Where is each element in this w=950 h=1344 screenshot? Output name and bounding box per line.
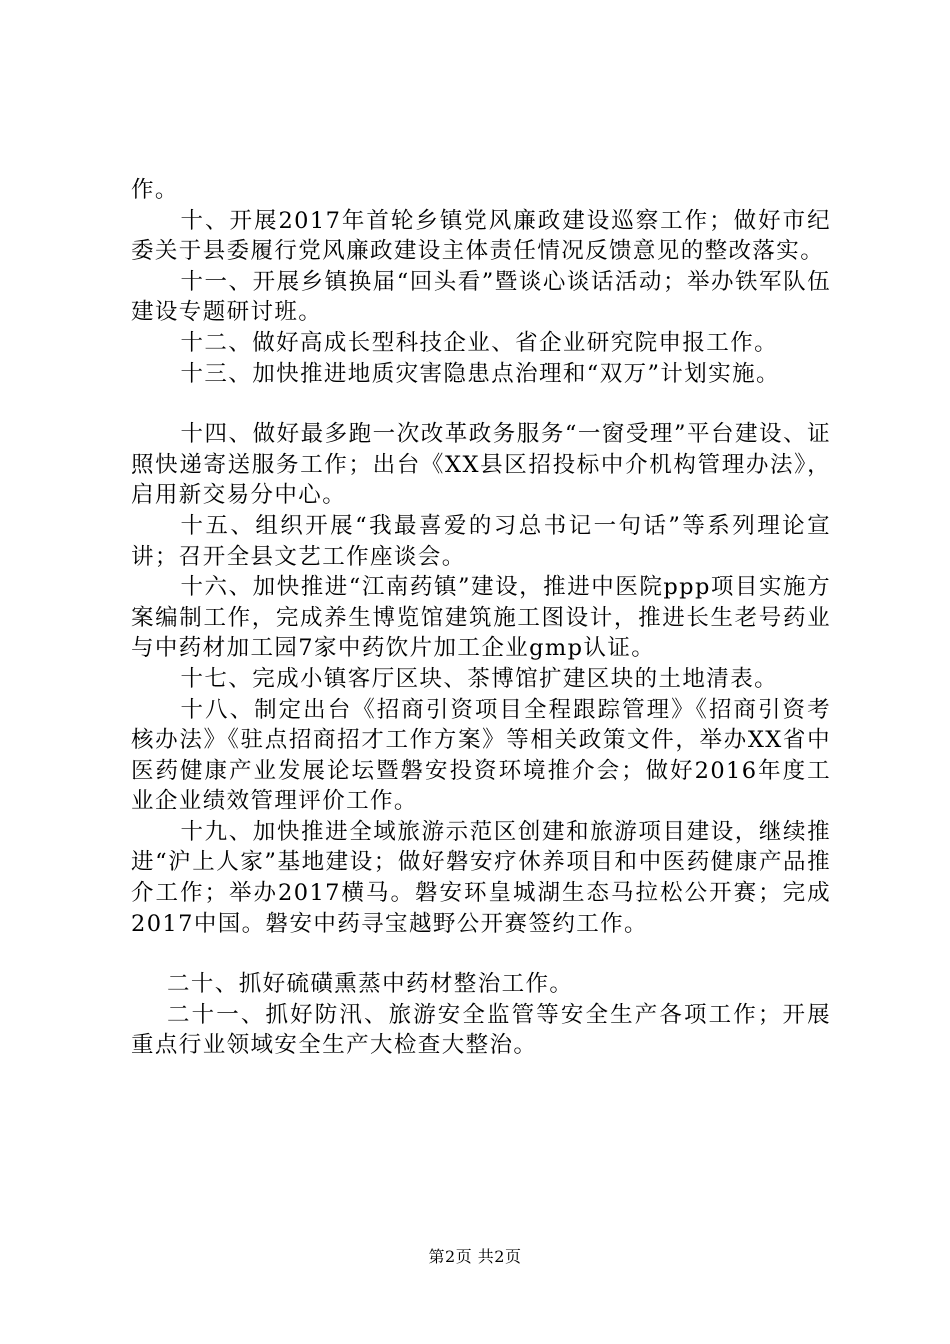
paragraph-item-13: 十三、加快推进地质灾害隐患点治理和“双万”计划实施。: [180, 360, 780, 387]
paragraph-item-10: 十、开展2017年首轮乡镇党风廉政建设巡察工作；做好市纪委关于县委履行党风廉政建设主体责任情况反馈意见的整改落实。: [131, 207, 831, 265]
paragraph-item-17: 十七、完成小镇客厅区块、茶博馆扩建区块的土地清表。: [180, 665, 779, 692]
paragraph-item-15: 十五、组织开展“我最喜爱的习总书记一句话”等系列理论宣讲；召开全县文艺工作座谈会。: [131, 512, 831, 570]
paragraph-item-19: 十九、加快推进全域旅游示范区创建和旅游项目建设，继续推进“沪上人家”基地建设；做好磐安疗休养项目和中医药健康产品推介工作；举办2017横马。磐安环皇城湖生态马拉松公开赛；完成2017中国。磐安中药寻宝越野公开赛签约工作。: [131, 818, 831, 937]
paragraph-item-14: 十四、做好最多跑一次改革政务服务“一窗受理”平台建设、证照快递寄送服务工作；出台《XX县区招投标中介机构管理办法》，启用新交易分中心。: [131, 421, 831, 509]
paragraph-item-21: 二十一、抓好防汛、旅游安全监管等安全生产各项工作；开展重点行业领域安全生产大检查大整治。: [131, 1001, 831, 1059]
paragraph-continuation: 作。: [131, 177, 179, 203]
paragraph-item-16: 十六、加快推进“江南药镇”建设，推进中医院ppp项目实施方案编制工作，完成养生博览馆建筑施工图设计，推进长生老号药业与中药材加工园7家中药饮片加工企业gmp认证。: [131, 574, 831, 662]
document-body: [131, 175, 831, 1061]
paragraph-item-18: 十八、制定出台《招商引资项目全程跟踪管理》《招商引资考核办法》《驻点招商招才工作方案》等相关政策文件，举办XX省中医药健康产业发展论坛暨磐安投资环境推介会；做好2016年度工业企业绩效管理评价工作。: [131, 696, 831, 815]
paragraph-item-20: 二十、抓好硫磺熏蒸中药材整治工作。: [167, 971, 574, 998]
page-number-footer: 第2页 共2页: [428, 1247, 522, 1266]
paragraph-item-12: 十二、做好高成长型科技企业、省企业研究院申报工作。: [180, 329, 779, 356]
paragraph-item-11: 十一、开展乡镇换届“回头看”暨谈心谈话活动；举办铁军队伍建设专题研讨班。: [131, 268, 831, 326]
